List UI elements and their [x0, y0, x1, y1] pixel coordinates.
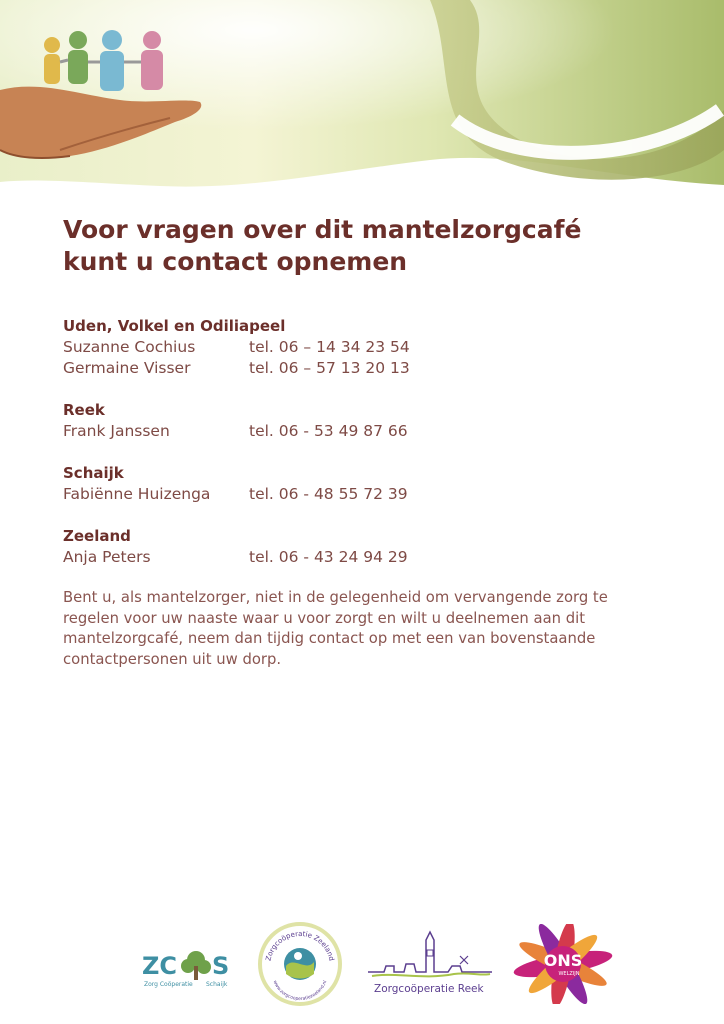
- contact-phone[interactable]: tel. 06 - 48 55 72 39: [249, 485, 408, 503]
- contact-group-zeeland: [63, 526, 663, 568]
- region-name: Reek: [63, 401, 105, 419]
- contact-row: [63, 547, 663, 568]
- zorgcooperatie-reek-logo: [364, 928, 496, 998]
- zorgcooperatie-schaijk-logo: [140, 940, 235, 1000]
- logo-reek-text: Zorgcoöperatie Reek: [374, 983, 484, 995]
- region-name: Uden, Volkel en Odiliapeel: [63, 317, 286, 335]
- logo-zc-sub-right: Schaijk: [206, 981, 228, 988]
- region-name: Schaijk: [63, 464, 124, 482]
- contact-row: [63, 421, 663, 442]
- contact-row: [63, 358, 663, 379]
- title-line-2: kunt u contact opnemen: [63, 247, 408, 276]
- logo-zc-text: ZC: [142, 952, 178, 980]
- contact-phone[interactable]: tel. 06 – 57 13 20 13: [249, 359, 410, 377]
- contact-name: Anja Peters: [63, 548, 151, 566]
- contact-group-uden: [63, 316, 663, 379]
- logo-ons-text: ONS: [543, 951, 583, 970]
- header-banner: [0, 0, 724, 200]
- contact-row: [63, 337, 663, 358]
- logo-zc-sub-left: Zorg Coöperatie: [144, 981, 193, 988]
- ons-welzijn-logo: [505, 924, 620, 1004]
- region-name: Zeeland: [63, 527, 131, 545]
- logo-s-text: S: [212, 952, 230, 980]
- contact-list: [63, 316, 663, 589]
- zorgcooperatie-zeeland-logo: [258, 922, 342, 1006]
- title-line-1: Voor vragen over dit mantelzorgcafé: [63, 215, 582, 244]
- contact-phone[interactable]: tel. 06 - 53 49 87 66: [249, 422, 408, 440]
- contact-name: Frank Janssen: [63, 422, 170, 440]
- contact-group-schaijk: [63, 463, 663, 505]
- partner-logos: [0, 910, 724, 1010]
- contact-group-reek: [63, 400, 663, 442]
- page-title: [63, 214, 663, 278]
- contact-name: Suzanne Cochius: [63, 338, 196, 356]
- info-paragraph: Bent u, als mantelzorger, niet in de gelegenheid om vervangende zorg te regelen voor uw naaste waar u voor zorgt en wilt u deelnemen aan dit mantelzorgcafé, neem dan tijdig contact op met een van bovenstaande contactpersonen uit uw dorp.: [63, 589, 608, 668]
- contact-row: [63, 484, 663, 505]
- contact-phone[interactable]: tel. 06 – 14 34 23 54: [249, 338, 410, 356]
- logo-ons-sub: WELZIJN: [558, 971, 580, 977]
- contact-name: Fabiënne Huizenga: [63, 485, 211, 503]
- logo-zeeland-url: www.zorgcooperatiezeeland.nl: [271, 979, 329, 1003]
- contact-phone[interactable]: tel. 06 - 43 24 94 29: [249, 548, 408, 566]
- hands-people-illustration: [0, 0, 724, 200]
- contact-name: Germaine Visser: [63, 359, 191, 377]
- logo-zeeland-ring: Zorgcoöperatie Zeeland: [264, 929, 336, 962]
